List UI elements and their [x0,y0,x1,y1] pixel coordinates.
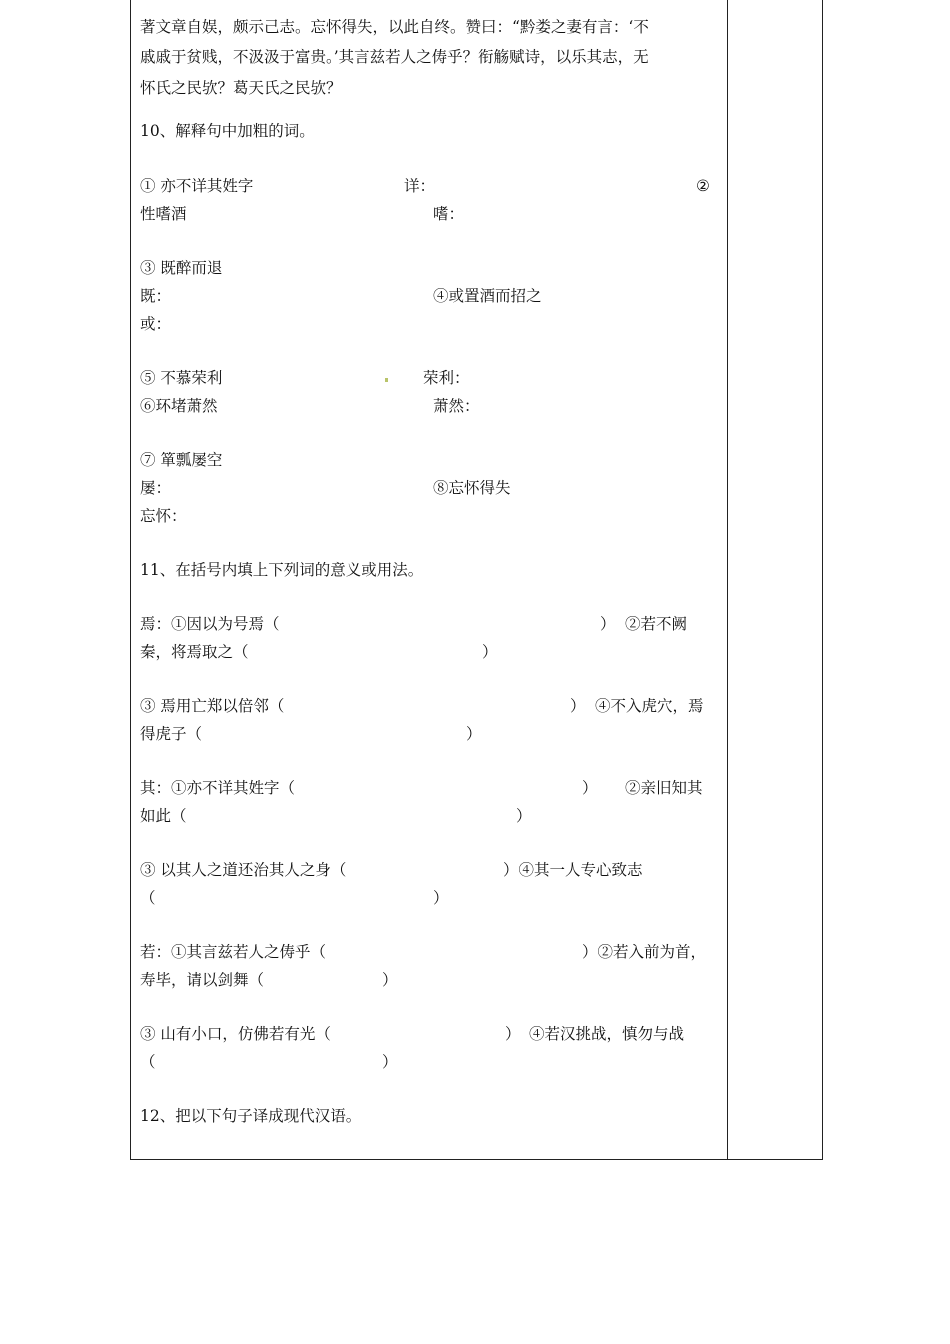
q12-title: 12、把以下句子译成现代汉语。 [140,1107,362,1125]
q11-ruo-5-open: （ [140,1053,156,1071]
speck-mark [385,378,388,382]
q11-yan-1-close: ） [600,615,616,633]
q10-item-6-key: 萧然： [433,397,480,415]
q11-qi-2-close: ） [516,807,532,825]
q11-title: 11、在括号内填上下列词的意义或用法。 [140,561,424,579]
q11-qi-3: ③ 以其人之道还治其人之身（ [140,861,347,879]
q11-qi-2-cont: 如此（ [140,807,187,825]
q11-yan-2-cont: 秦，将焉取之（ [140,643,249,661]
q11-ruo-4: ④若汉挑战，慎勿与战 [529,1025,685,1043]
q10-item-3: ③ 既醉而退 [140,259,223,277]
q10-item-5-key: 荣利： [423,369,470,387]
q10-item-2-number: ② [696,177,710,195]
q11-ruo-5-close: ） [382,1053,398,1071]
q11-ruo-3: ③ 山有小口，仿佛若有光（ [140,1025,331,1043]
q11-qi-2: ②亲旧知其 [625,779,703,797]
q11-qi-4-close: ） [433,889,449,907]
q11-ruo-2: 寿毕，请以剑舞（ [140,971,265,989]
q11-yan-4-close: ） [466,725,482,743]
q10-item-6: ⑥环堵萧然 [140,397,218,415]
q11-qi-4-open: （ [140,889,156,907]
q10-item-8-key: 忘怀： [140,507,187,525]
q11-ruo-1-close: ）②若入前为首， [582,943,707,961]
column-divider [727,0,728,1160]
q11-qi-1-close: ） [582,779,598,797]
q10-item-2: 性嗜酒 [140,205,187,223]
q10-item-1: ① 亦不详其姓字 [140,177,254,195]
q10-item-7-key: 屡： [140,479,172,497]
q11-yan-4: ④不入虎穴，焉 [595,697,704,715]
passage-line-3: 怀氏之民欤？葛天氏之民欤？ [140,79,342,97]
q10-title: 10、解释句中加粗的词。 [140,122,315,140]
q10-item-7: ⑦ 箪瓢屡空 [140,451,223,469]
q10-item-5: ⑤ 不慕荣利 [140,369,223,387]
q11-yan-2-close: ） [482,643,498,661]
q11-qi-1: 其：①亦不详其姓字（ [140,779,296,797]
q11-ruo-2-close: ） [382,971,398,989]
q10-item-3-key: 既： [140,287,172,305]
q10-item-4-key: 或： [140,315,172,333]
q11-yan-3: ③ 焉用亡郑以倍邻（ [140,697,285,715]
q11-yan-1: 焉：①因以为号焉（ [140,615,280,633]
q11-yan-4-cont: 得虎子（ [140,725,203,743]
q11-yan-2: ②若不阙 [625,615,688,633]
q11-qi-3-close: ）④其一人专心致志 [503,861,643,879]
q11-ruo-1: 若：①其言兹若人之俦乎（ [140,943,327,961]
q10-item-8: ⑧忘怀得失 [433,479,511,497]
q10-item-4: ④或置酒而招之 [433,287,542,305]
passage-line-1: 著文章自娱，颇示己志。忘怀得失，以此自终。赞曰：“黔娄之妻有言：‘不 [140,18,649,36]
q10-item-1-key: 详： [404,177,436,195]
q10-item-2-key: 嗜： [433,205,465,223]
q11-yan-3-close: ） [570,697,586,715]
q11-ruo-3-close: ） [505,1025,521,1043]
passage-line-2: 戚戚于贫贱，不汲汲于富贵。’其言兹若人之俦乎？衔觞赋诗，以乐其志，无 [140,48,649,66]
